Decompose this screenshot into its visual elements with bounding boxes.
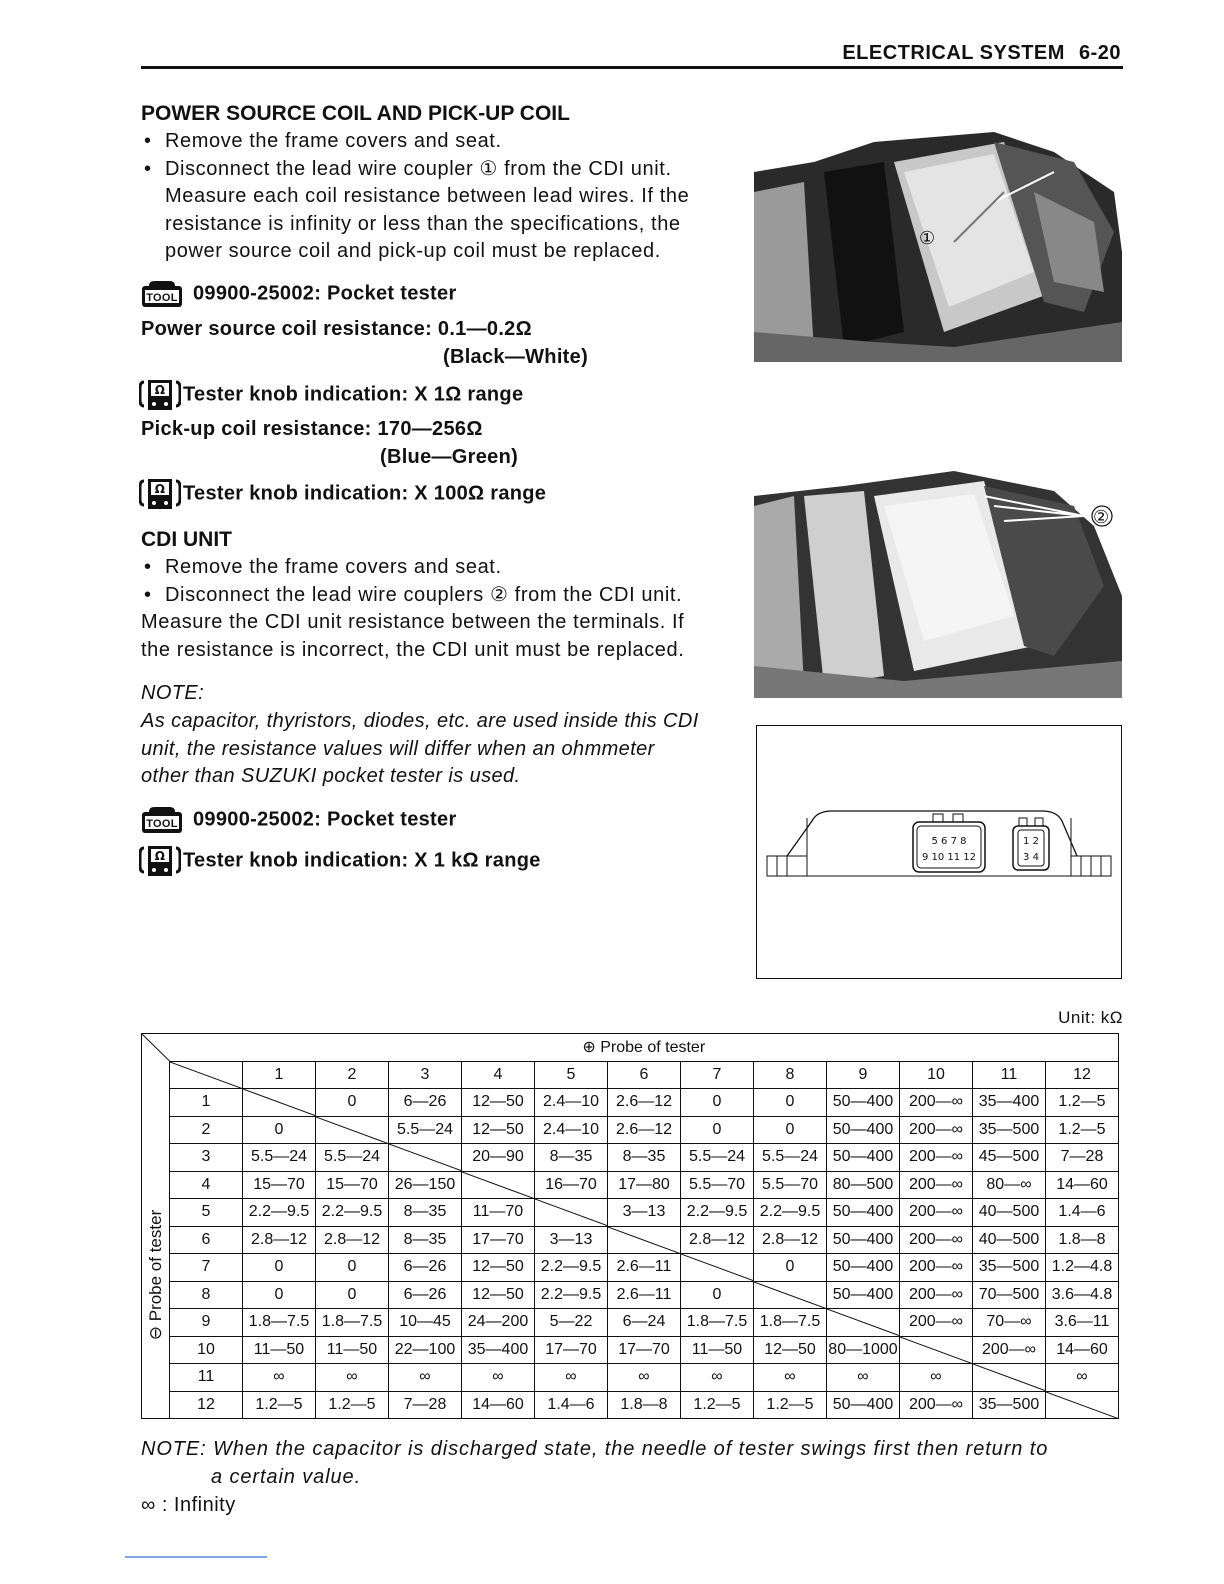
table-cell: 50—400 xyxy=(827,1281,900,1309)
table-cell: 3—13 xyxy=(535,1226,608,1254)
bullet-item: • Remove the frame covers and seat. xyxy=(141,128,731,156)
diagonal-cell xyxy=(243,1089,316,1117)
table-cell: ∞ xyxy=(681,1364,754,1392)
column-header: 4 xyxy=(462,1061,535,1089)
table-cell: 0 xyxy=(316,1281,389,1309)
table-cell: 2.4—10 xyxy=(535,1089,608,1117)
table-cell: 1.8—7.5 xyxy=(316,1309,389,1337)
table-cell: 3.6—11 xyxy=(1046,1309,1119,1337)
note-line: other than SUZUKI pocket tester is used. xyxy=(141,765,521,788)
table-cell: 2.2—9.5 xyxy=(754,1199,827,1227)
section-title: CDI UNIT xyxy=(141,528,232,551)
table-cell: 2.6—12 xyxy=(608,1116,681,1144)
table-cell: 3.6—4.8 xyxy=(1046,1281,1119,1309)
table-cell: 11—50 xyxy=(681,1336,754,1364)
table-cell: 50—400 xyxy=(827,1116,900,1144)
minus-probe-label: ⊖ Probe of tester xyxy=(145,1209,165,1341)
table-cell: 200—∞ xyxy=(900,1144,973,1172)
diagonal-cell xyxy=(1046,1391,1119,1419)
callout-1: ① xyxy=(919,228,936,249)
table-cell: 2.8—12 xyxy=(681,1226,754,1254)
table-cell: 200—∞ xyxy=(900,1226,973,1254)
tool-icon-label: TOOL xyxy=(146,818,178,830)
svg-text:5 6 7 8: 5 6 7 8 xyxy=(931,836,967,847)
bullet-list xyxy=(141,554,731,664)
table-cell: 70—500 xyxy=(973,1281,1046,1309)
diagonal-cell xyxy=(973,1364,1046,1392)
diagonal-cell xyxy=(608,1226,681,1254)
table-cell: 12—50 xyxy=(462,1089,535,1117)
table-cell: 35—500 xyxy=(973,1116,1046,1144)
table-cell: 8—35 xyxy=(608,1144,681,1172)
column-header: 3 xyxy=(389,1061,462,1089)
bullet-item: • Disconnect the lead wire couplers ② from the CDI unit. xyxy=(141,582,731,610)
table-cell: 0 xyxy=(243,1254,316,1282)
table-cell: 2.2—9.5 xyxy=(535,1254,608,1282)
note-line: As capacitor, thyristors, diodes, etc. are used inside this CDI xyxy=(141,709,699,732)
table-cell: ∞ xyxy=(827,1364,900,1392)
row-header: 12 xyxy=(170,1391,243,1419)
row-header: 8 xyxy=(170,1281,243,1309)
table-cell: 2.2—9.5 xyxy=(681,1199,754,1227)
table-cell: 1.2—4.8 xyxy=(1046,1254,1119,1282)
table-cell: 6—26 xyxy=(389,1281,462,1309)
table-cell: 80—1000 xyxy=(827,1336,900,1364)
table-cell: 0 xyxy=(316,1089,389,1117)
table-cell: 5.5—24 xyxy=(681,1144,754,1172)
power-source-spec: Power source coil resistance: 0.1—0.2Ω xyxy=(141,318,532,340)
tool-line-1 xyxy=(141,280,457,308)
infinity-legend: ∞ : Infinity xyxy=(141,1494,236,1516)
table-cell: 14—60 xyxy=(462,1391,535,1419)
column-header: 10 xyxy=(900,1061,973,1089)
table-cell: 17—70 xyxy=(608,1336,681,1364)
corner-cell xyxy=(142,1034,170,1062)
table-cell: 16—70 xyxy=(535,1171,608,1199)
table-cell: ∞ xyxy=(462,1364,535,1392)
diagonal-cell xyxy=(316,1116,389,1144)
table-cell: 1.4—6 xyxy=(1046,1199,1119,1227)
table-cell: 40—500 xyxy=(973,1226,1046,1254)
diagonal-cell xyxy=(900,1336,973,1364)
table-cell: 12—50 xyxy=(462,1254,535,1282)
table-cell: 45—500 xyxy=(973,1144,1046,1172)
bullet-item: • Remove the frame covers and seat. xyxy=(141,554,731,582)
photo-cdi-couplers xyxy=(754,466,1122,698)
table-cell: 70—∞ xyxy=(973,1309,1046,1337)
table-cell: 2.2—9.5 xyxy=(535,1281,608,1309)
footer-note: NOTE: When the capacitor is discharged state, the needle of tester swings first then return to xyxy=(141,1438,1049,1460)
svg-text:Ω: Ω xyxy=(154,849,166,863)
table-row xyxy=(142,1336,1119,1364)
table-cell: 50—400 xyxy=(827,1144,900,1172)
table-cell: ∞ xyxy=(389,1364,462,1392)
table-cell: 200—∞ xyxy=(900,1281,973,1309)
photo-lead-wire-coupler xyxy=(754,132,1122,362)
table-cell: 200—∞ xyxy=(900,1171,973,1199)
table-cell: 3—13 xyxy=(608,1199,681,1227)
table-cell: 17—70 xyxy=(462,1226,535,1254)
table-cell: 2.8—12 xyxy=(754,1226,827,1254)
table-cell: 5.5—70 xyxy=(754,1171,827,1199)
table-cell: 20—90 xyxy=(462,1144,535,1172)
knob-text: Tester knob indication: X 1 kΩ range xyxy=(183,849,541,872)
svg-text:9 10 11 12: 9 10 11 12 xyxy=(921,852,977,863)
table-row xyxy=(142,1391,1119,1419)
table-cell: 17—80 xyxy=(608,1171,681,1199)
table-cell: 0 xyxy=(681,1089,754,1117)
column-header: 5 xyxy=(535,1061,608,1089)
table-cell: 0 xyxy=(681,1116,754,1144)
table-cell: 10—45 xyxy=(389,1309,462,1337)
table-cell: 7—28 xyxy=(389,1391,462,1419)
table-cell: 5.5—24 xyxy=(316,1144,389,1172)
tool-text: 09900-25002: Pocket tester xyxy=(193,282,457,305)
column-header: 11 xyxy=(973,1061,1046,1089)
knob-line-3 xyxy=(139,844,541,878)
table-cell: 8—35 xyxy=(389,1226,462,1254)
table-cell: 0 xyxy=(754,1254,827,1282)
column-header: 1 xyxy=(243,1061,316,1089)
table-cell: 2.6—12 xyxy=(608,1089,681,1117)
table-row xyxy=(142,1364,1119,1392)
table-row xyxy=(142,1199,1119,1227)
column-header: 8 xyxy=(754,1061,827,1089)
table-cell: 6—24 xyxy=(608,1309,681,1337)
cdi-note xyxy=(141,680,731,790)
table-cell: 2.8—12 xyxy=(316,1226,389,1254)
table-cell: 35—500 xyxy=(973,1391,1046,1419)
row-header: 3 xyxy=(170,1144,243,1172)
table-cell: 35—400 xyxy=(462,1336,535,1364)
table-cell: 0 xyxy=(243,1281,316,1309)
table-cell: 200—∞ xyxy=(900,1254,973,1282)
row-header: 11 xyxy=(170,1364,243,1392)
table-cell: 1.8—7.5 xyxy=(754,1309,827,1337)
table-cell: 80—500 xyxy=(827,1171,900,1199)
table-cell: 80—∞ xyxy=(973,1171,1046,1199)
instruction-line: the resistance is incorrect, the CDI unit must be replaced. xyxy=(141,638,685,661)
knob-text: Tester knob indication: X 100Ω range xyxy=(183,482,547,505)
table-cell: 200—∞ xyxy=(900,1309,973,1337)
table-cell: 1.4—6 xyxy=(535,1391,608,1419)
svg-text:1 2: 1 2 xyxy=(1023,836,1039,847)
column-header: 2 xyxy=(316,1061,389,1089)
table-row xyxy=(142,1309,1119,1337)
svg-text:Ω: Ω xyxy=(154,482,166,496)
cdi-unit-diagram xyxy=(756,725,1122,979)
diagonal-cell xyxy=(681,1254,754,1282)
table-cell: 0 xyxy=(681,1281,754,1309)
instruction-line: power source coil and pick-up coil must be replaced. xyxy=(165,240,661,263)
diagonal-cell xyxy=(462,1171,535,1199)
table-cell: 200—∞ xyxy=(900,1089,973,1117)
table-cell: 200—∞ xyxy=(900,1116,973,1144)
table-cell: 1.8—7.5 xyxy=(681,1309,754,1337)
table-cell: 5—22 xyxy=(535,1309,608,1337)
tool-icon xyxy=(141,806,183,834)
instruction-line: Measure the CDI unit resistance between the terminals. If xyxy=(141,611,685,634)
tool-line-2 xyxy=(141,806,457,834)
table-cell: 2.2—9.5 xyxy=(316,1199,389,1227)
table-cell: 50—400 xyxy=(827,1226,900,1254)
table-row xyxy=(142,1226,1119,1254)
table-cell: 7—28 xyxy=(1046,1144,1119,1172)
power-source-wires: (Black—White) xyxy=(443,346,589,368)
table-cell: 17—70 xyxy=(535,1336,608,1364)
instruction-line: Measure each coil resistance between lead wires. If the xyxy=(165,185,690,208)
table-cell: 2.4—10 xyxy=(535,1116,608,1144)
row-header: 4 xyxy=(170,1171,243,1199)
table-cell: 5.5—24 xyxy=(389,1116,462,1144)
diagonal-cell xyxy=(389,1144,462,1172)
cdi-unit-drawing xyxy=(757,726,1121,978)
bullet-item: • Disconnect the lead wire coupler ① from the CDI unit. xyxy=(141,156,731,184)
table-cell: ∞ xyxy=(243,1364,316,1392)
row-header: 5 xyxy=(170,1199,243,1227)
diagonal-cell xyxy=(827,1309,900,1337)
table-cell: 1.2—5 xyxy=(754,1391,827,1419)
section-cdi-unit xyxy=(141,528,731,791)
photo-illustration-1 xyxy=(754,132,1122,362)
table-cell: 14—60 xyxy=(1046,1336,1119,1364)
table-cell: 2.6—11 xyxy=(608,1281,681,1309)
column-header: 7 xyxy=(681,1061,754,1089)
table-cell: 24—200 xyxy=(462,1309,535,1337)
table-cell: ∞ xyxy=(316,1364,389,1392)
table-cell: ∞ xyxy=(535,1364,608,1392)
row-header: 7 xyxy=(170,1254,243,1282)
table-cell: 8—35 xyxy=(389,1199,462,1227)
svg-text:Ω: Ω xyxy=(154,383,166,397)
table-unit: Unit: kΩ xyxy=(1058,1008,1123,1027)
table-row xyxy=(142,1089,1119,1117)
table-cell: 50—400 xyxy=(827,1199,900,1227)
table-cell: 40—500 xyxy=(973,1199,1046,1227)
footer-note-continued: a certain value. xyxy=(211,1466,362,1488)
header-title: ELECTRICAL SYSTEM xyxy=(842,42,1065,64)
table-cell: 1.8—8 xyxy=(1046,1226,1119,1254)
column-header: 12 xyxy=(1046,1061,1119,1089)
table-cell: 5.5—24 xyxy=(754,1144,827,1172)
note-line: unit, the resistance values will differ when an ohmmeter xyxy=(141,737,655,760)
row-header: 2 xyxy=(170,1116,243,1144)
table-row xyxy=(142,1144,1119,1172)
table-row xyxy=(142,1171,1119,1199)
table-cell: 1.8—7.5 xyxy=(243,1309,316,1337)
photo-illustration-2 xyxy=(754,466,1122,698)
column-header: 6 xyxy=(608,1061,681,1089)
table-row xyxy=(142,1254,1119,1282)
table-cell: 2.6—11 xyxy=(608,1254,681,1282)
resistance-table xyxy=(141,1033,1119,1419)
table-cell: 8—35 xyxy=(535,1144,608,1172)
table-cell: 50—400 xyxy=(827,1089,900,1117)
table-cell: 200—∞ xyxy=(900,1391,973,1419)
table-cell: 5.5—70 xyxy=(681,1171,754,1199)
column-header: 9 xyxy=(827,1061,900,1089)
svg-text:3 4: 3 4 xyxy=(1023,852,1039,863)
table-cell: 35—400 xyxy=(973,1089,1046,1117)
section-power-source-coil xyxy=(141,102,731,266)
table-cell: 50—400 xyxy=(827,1391,900,1419)
knob-line-1 xyxy=(139,378,523,412)
header-rule xyxy=(141,66,1123,69)
table-cell: 0 xyxy=(754,1116,827,1144)
table-cell: ∞ xyxy=(1046,1364,1119,1392)
table-row xyxy=(142,1281,1119,1309)
section-title: POWER SOURCE COIL AND PICK-UP COIL xyxy=(141,102,570,125)
page-header xyxy=(842,42,1121,65)
row-header: 1 xyxy=(170,1089,243,1117)
table-row xyxy=(142,1116,1119,1144)
table-cell: 11—70 xyxy=(462,1199,535,1227)
plus-probe-header: ⊕ Probe of tester xyxy=(170,1034,1119,1062)
instruction-line: resistance is infinity or less than the specifications, the xyxy=(165,212,681,235)
table-cell: 1.2—5 xyxy=(1046,1089,1119,1117)
table-cell: 12—50 xyxy=(462,1281,535,1309)
bottom-accent-line xyxy=(125,1556,267,1558)
diagonal-cell xyxy=(754,1281,827,1309)
table-cell: 11—50 xyxy=(243,1336,316,1364)
table-cell: 2.8—12 xyxy=(243,1226,316,1254)
row-header: 9 xyxy=(170,1309,243,1337)
table-cell: 15—70 xyxy=(243,1171,316,1199)
instruction-text xyxy=(141,183,731,266)
table-cell: 0 xyxy=(243,1116,316,1144)
table-cell: 1.2—5 xyxy=(316,1391,389,1419)
table-cell: 1.8—8 xyxy=(608,1391,681,1419)
bullet-list xyxy=(141,128,731,266)
cdi-resistance-table xyxy=(141,1033,1119,1419)
diagonal-cell xyxy=(535,1199,608,1227)
table-cell: 1.2—5 xyxy=(243,1391,316,1419)
tester-knob-icon xyxy=(139,844,181,878)
tester-knob-icon xyxy=(139,477,181,511)
row-header: 6 xyxy=(170,1226,243,1254)
knob-text: Tester knob indication: X 1Ω range xyxy=(183,383,524,406)
tool-icon-label: TOOL xyxy=(146,292,178,304)
tool-text: 09900-25002: Pocket tester xyxy=(193,808,457,831)
table-cell: 0 xyxy=(316,1254,389,1282)
table-cell: 6—26 xyxy=(389,1089,462,1117)
corner-diagonal-cell xyxy=(170,1061,243,1089)
page-number: 6-20 xyxy=(1078,42,1121,64)
table-cell: 0 xyxy=(754,1089,827,1117)
pickup-coil-spec: Pick-up coil resistance: 170—256Ω xyxy=(141,418,483,440)
pickup-coil-wires: (Blue—Green) xyxy=(380,446,519,468)
table-cell: ∞ xyxy=(754,1364,827,1392)
table-cell: ∞ xyxy=(608,1364,681,1392)
table-cell: 22—100 xyxy=(389,1336,462,1364)
table-cell: 26—150 xyxy=(389,1171,462,1199)
table-cell: 1.2—5 xyxy=(681,1391,754,1419)
knob-line-2 xyxy=(139,477,546,511)
tester-knob-icon xyxy=(139,378,181,412)
table-cell: 1.2—5 xyxy=(1046,1116,1119,1144)
table-cell: 14—60 xyxy=(1046,1171,1119,1199)
table-cell: 50—400 xyxy=(827,1254,900,1282)
table-cell: 35—500 xyxy=(973,1254,1046,1282)
tool-icon xyxy=(141,280,183,308)
table-cell: 12—50 xyxy=(462,1116,535,1144)
row-header: 10 xyxy=(170,1336,243,1364)
table-cell: 5.5—24 xyxy=(243,1144,316,1172)
table-cell: 11—50 xyxy=(316,1336,389,1364)
table-cell: 200—∞ xyxy=(973,1336,1046,1364)
table-cell: 2.2—9.5 xyxy=(243,1199,316,1227)
minus-probe-header xyxy=(142,1061,170,1419)
table-cell: 200—∞ xyxy=(900,1199,973,1227)
note-label: NOTE: xyxy=(141,682,205,705)
table-cell: 12—50 xyxy=(754,1336,827,1364)
table-cell: 6—26 xyxy=(389,1254,462,1282)
callout-2: ② xyxy=(1093,507,1110,528)
table-cell: 15—70 xyxy=(316,1171,389,1199)
table-cell: ∞ xyxy=(900,1364,973,1392)
